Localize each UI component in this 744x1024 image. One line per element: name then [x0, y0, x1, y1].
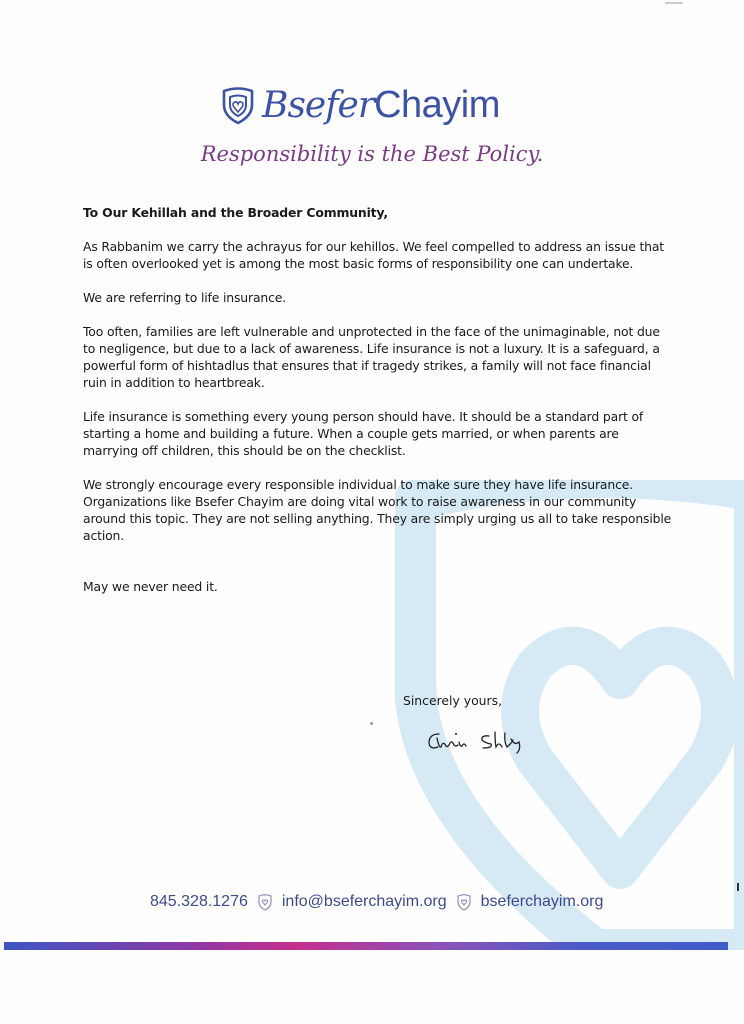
signoff: Sincerely yours,: [403, 693, 503, 708]
email-link[interactable]: info@bseferchayim.org: [281, 893, 447, 910]
salutation: To Our Kehillah and the Broader Community,: [83, 205, 388, 220]
paragraph: As Rabbanim we carry the achrayus for our kehillos. We feel compelled to address an issue that is often overlooked yet is among the most basic forms of responsibility one can undertake.: [83, 239, 665, 271]
tagline: Responsibility is the Best Policy.: [200, 142, 544, 166]
brand-logo: [220, 80, 500, 130]
shield-heart-icon: [257, 893, 273, 911]
gradient-footer-bar: [4, 942, 728, 950]
contact-footer: [150, 893, 603, 911]
closing-line: May we never need it.: [83, 579, 218, 594]
shield-heart-icon: [456, 893, 472, 911]
phone-number: 845.328.1276: [150, 893, 248, 910]
scan-artifact: [370, 722, 373, 725]
scan-artifact: [737, 883, 739, 891]
paragraph: Life insurance is something every young person should have. It should be a standard part of starting a home and building a future. When a couple gets married, or when parents are marrying off children, this should be on the checklist.: [83, 409, 644, 458]
brand-name-part2: Chayim: [374, 83, 500, 126]
signature-image: [425, 726, 545, 756]
paragraph: We are referring to life insurance.: [83, 290, 287, 305]
paragraph: We strongly encourage every responsible individual to make sure they have life insurance. Organizations like Bsefer Chayim are doing vital work to raise awareness in our community around this topic. They are not selling anything. They are simply urging us all to take responsible action.: [83, 477, 672, 543]
letter-body: [83, 204, 673, 612]
shield-heart-icon: [220, 85, 256, 125]
brand-name-part1: Bsefer: [262, 84, 375, 126]
scan-artifact: [665, 2, 683, 4]
website-link[interactable]: bseferchayim.org: [480, 893, 604, 910]
paragraph: Too often, families are left vulnerable and unprotected in the face of the unimaginable, not due to negligence, but due to a lack of awareness. Life insurance is not a luxury. It is a safeguard, a powerful form of hishtadlus that ensures that if tragedy strikes, a family will not face financial ruin in addition to heartbreak.: [83, 324, 660, 390]
